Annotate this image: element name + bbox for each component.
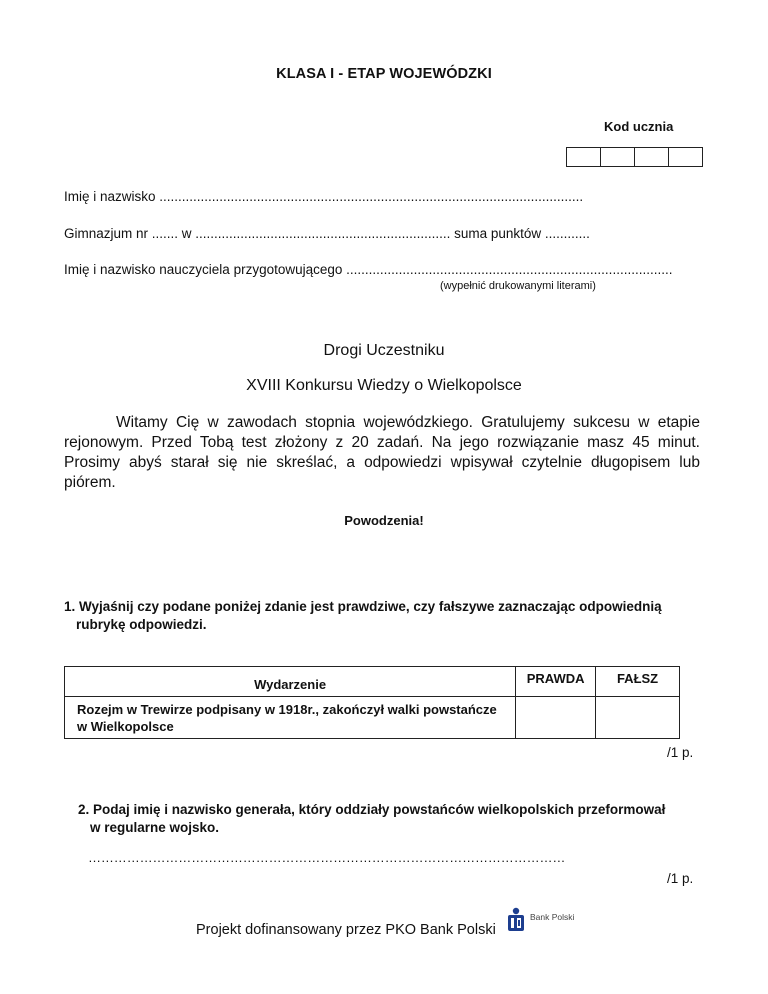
student-code-boxes[interactable]: [566, 147, 703, 167]
header-false: FAŁSZ: [596, 667, 680, 697]
teacher-name-field[interactable]: Imię i nazwisko nauczyciela przygotowującego .......................................................................................: [64, 262, 673, 277]
student-code-box[interactable]: [635, 148, 669, 166]
true-answer-cell[interactable]: [516, 697, 596, 739]
answer-table: [64, 666, 680, 739]
pko-logo: [506, 906, 586, 934]
question-2-points: /1 p.: [667, 871, 694, 886]
header-event: Wydarzenie: [65, 667, 516, 697]
student-name-field[interactable]: Imię i nazwisko .................................................................................................................: [64, 189, 584, 204]
greeting-line-1: Drogi Uczestniku: [323, 342, 445, 359]
question-2-line-1: 2. Podaj imię i nazwisko generała, który oddziały powstańców wielkopolskich przeformował: [78, 802, 666, 817]
pko-logo-text: Bank Polski: [530, 912, 575, 922]
table-row: [65, 697, 680, 739]
student-code-box[interactable]: [669, 148, 702, 166]
question-2-answer-line[interactable]: …………………………………………………………………………………………………: [88, 850, 566, 865]
school-field[interactable]: Gimnazjum nr ....... w .................................................................... suma punktów ............: [64, 226, 590, 241]
student-code-box[interactable]: [567, 148, 601, 166]
question-1-line-2: rubrykę odpowiedzi.: [76, 617, 207, 632]
answer-table-header: [65, 667, 680, 697]
question-2: [78, 801, 665, 837]
header-true: PRAWDA: [516, 667, 596, 697]
intro-paragraph: Witamy Cię w zawodach stopnia wojewódzkiego. Gratulujemy sukcesu w etapie rejonowym. Przed Tobą test złożony z 20 zadań. Na jego rozwiązanie masz 45 minut. Prosimy abyś starał się nie skreślać, a odpowiedzi wpisywał czytelnie długopisem lub piórem.: [64, 414, 700, 491]
false-answer-cell[interactable]: [596, 697, 680, 739]
greeting-line-2: XVIII Konkursu Wiedzy o Wielkopolsce: [246, 377, 522, 394]
question-1-points: /1 p.: [667, 745, 694, 760]
question-1: [64, 598, 662, 634]
pko-logo-icon: [508, 908, 524, 931]
good-luck: Powodzenia!: [344, 513, 424, 528]
question-2-line-2: w regularne wojsko.: [90, 820, 220, 835]
question-1-line-1: 1. Wyjaśnij czy podane poniżej zdanie jest prawdziwe, czy fałszywe zaznaczając odpowiednią: [64, 599, 662, 614]
fill-hint: (wypełnić drukowanymi literami): [440, 280, 596, 292]
student-code-label: Kod ucznia: [604, 119, 674, 134]
footer-text: Projekt dofinansowany przez PKO Bank Polski: [196, 922, 496, 938]
page-title: KLASA I - ETAP WOJEWÓDZKI: [276, 66, 492, 82]
event-cell: Rozejm w Trewirze podpisany w 1918r., zakończył walki powstańcze w Wielkopolsce: [65, 697, 516, 739]
student-code-box[interactable]: [601, 148, 635, 166]
